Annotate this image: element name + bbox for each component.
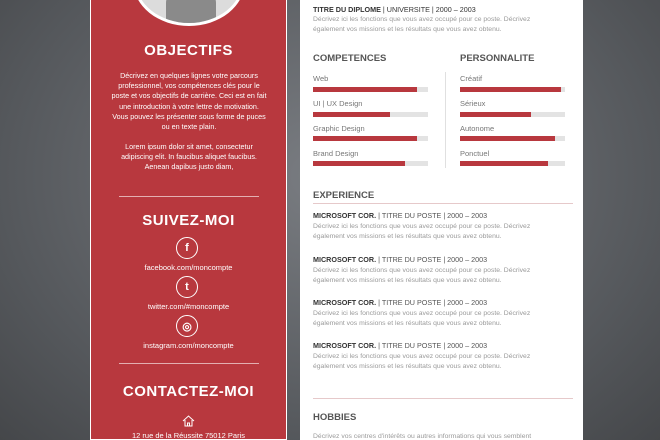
trait-bar <box>460 161 565 166</box>
skill-bar <box>313 161 428 166</box>
divider <box>313 398 573 399</box>
resume-right-column <box>300 0 583 440</box>
diploma-details: | UNIVERSITE | 2000 – 2003 <box>380 5 476 14</box>
trait-bar <box>460 112 565 117</box>
job-details: | TITRE DU POSTE | 2000 – 2003 <box>376 255 488 264</box>
skill-bar-fill <box>313 87 417 92</box>
job-details: | TITRE DU POSTE | 2000 – 2003 <box>376 211 488 220</box>
trait-label: Créatif <box>460 74 483 83</box>
diploma-title <box>313 5 476 14</box>
trait-bar <box>460 136 565 141</box>
skill-bar <box>313 87 428 92</box>
objectifs-lorem: Lorem ipsum dolor sit amet, consectetur adipiscing elit. In faucibus aliquet faucibus. Aenean dapibus justo diam, <box>121 142 257 172</box>
job-title <box>313 255 487 264</box>
diploma-name: TITRE DU DIPLOME <box>313 5 381 14</box>
experience-title: EXPERIENCE <box>313 190 375 201</box>
skill-bar-fill <box>313 136 417 141</box>
trait-bar-fill <box>460 87 561 92</box>
facebook-icon[interactable]: f <box>176 237 198 259</box>
column-separator <box>445 72 446 168</box>
trait-bar <box>460 87 565 92</box>
instagram-icon[interactable]: ◎ <box>176 315 198 337</box>
skill-bar-fill <box>313 161 405 166</box>
job-details: | TITRE DU POSTE | 2000 – 2003 <box>376 298 488 307</box>
avatar-person <box>166 0 216 26</box>
suivez-title: SUIVEZ-MOI <box>142 212 235 229</box>
divider <box>119 363 259 364</box>
trait-label: Ponctuel <box>460 149 490 158</box>
divider <box>313 203 573 204</box>
job-company: MICROSOFT COR. <box>313 298 377 307</box>
job-title <box>313 341 487 350</box>
trait-bar-fill <box>460 161 548 166</box>
diploma-description: Décrivez ici les fonctions que vous avez occupé pour ce poste. Décrivez également vos missions et les résultats que vous avez obtenu. <box>313 16 531 33</box>
contact-title: CONTACTEZ-MOI <box>122 383 255 400</box>
facebook-link[interactable]: facebook.com/moncompte <box>144 263 233 272</box>
skill-label: UI | UX Design <box>313 99 363 108</box>
trait-bar-fill <box>460 112 531 117</box>
job-details: | TITRE DU POSTE | 2000 – 2003 <box>376 341 488 350</box>
job-company: MICROSOFT COR. <box>313 341 377 350</box>
competences-title: COMPETENCES <box>313 53 387 64</box>
personnalite-title: PERSONNALITE <box>460 53 535 64</box>
divider <box>119 196 259 197</box>
objectifs-title: OBJECTIFS <box>144 42 233 59</box>
job-company: MICROSOFT COR. <box>313 255 377 264</box>
trait-bar-fill <box>460 136 555 141</box>
hobbies-description: Décrivez vos centres d'intérêts ou autres informations qui vous semblent <box>313 433 532 440</box>
job-title <box>313 211 487 220</box>
job-title <box>313 298 487 307</box>
instagram-link[interactable]: instagram.com/moncompte <box>143 341 234 350</box>
skill-bar <box>313 112 428 117</box>
twitter-link[interactable]: twitter.com/#moncompte <box>147 302 230 311</box>
trait-label: Autonome <box>460 124 495 133</box>
skill-bar-fill <box>313 112 390 117</box>
skill-bar <box>313 136 428 141</box>
skill-label: Web <box>313 74 329 83</box>
home-icon <box>182 415 195 427</box>
trait-label: Sérieux <box>460 99 486 108</box>
skill-label: Graphic Design <box>313 124 365 133</box>
job-company: MICROSOFT COR. <box>313 211 377 220</box>
hobbies-title: HOBBIES <box>313 412 357 423</box>
job-description: Décrivez ici les fonctions que vous avez occupé pour ce poste. Décrivez également vos missions et les résultats que vous avez obtenu. <box>313 310 531 327</box>
avatar <box>133 0 245 26</box>
resume-left-column <box>90 0 287 440</box>
objectifs-paragraph: Décrivez en quelques lignes votre parcours professionnel, vos compétences clés pour le poste et vos objectifs de carrière. Ceci est en fait une introduction à votre lettre de motivation. Vous pouvez les présenter sous forme de puces ou en texte plain. <box>111 71 267 132</box>
job-description: Décrivez ici les fonctions que vous avez occupé pour ce poste. Décrivez également vos missions et les résultats que vous avez obtenu. <box>313 223 531 240</box>
job-description: Décrivez ici les fonctions que vous avez occupé pour ce poste. Décrivez également vos missions et les résultats que vous avez obtenu. <box>313 267 531 284</box>
address: 12 rue de la Réussite 75012 Paris <box>132 431 245 440</box>
twitter-icon[interactable]: t <box>176 276 198 298</box>
skill-label: Brand Design <box>313 149 359 158</box>
job-description: Décrivez ici les fonctions que vous avez occupé pour ce poste. Décrivez également vos missions et les résultats que vous avez obtenu. <box>313 353 531 370</box>
